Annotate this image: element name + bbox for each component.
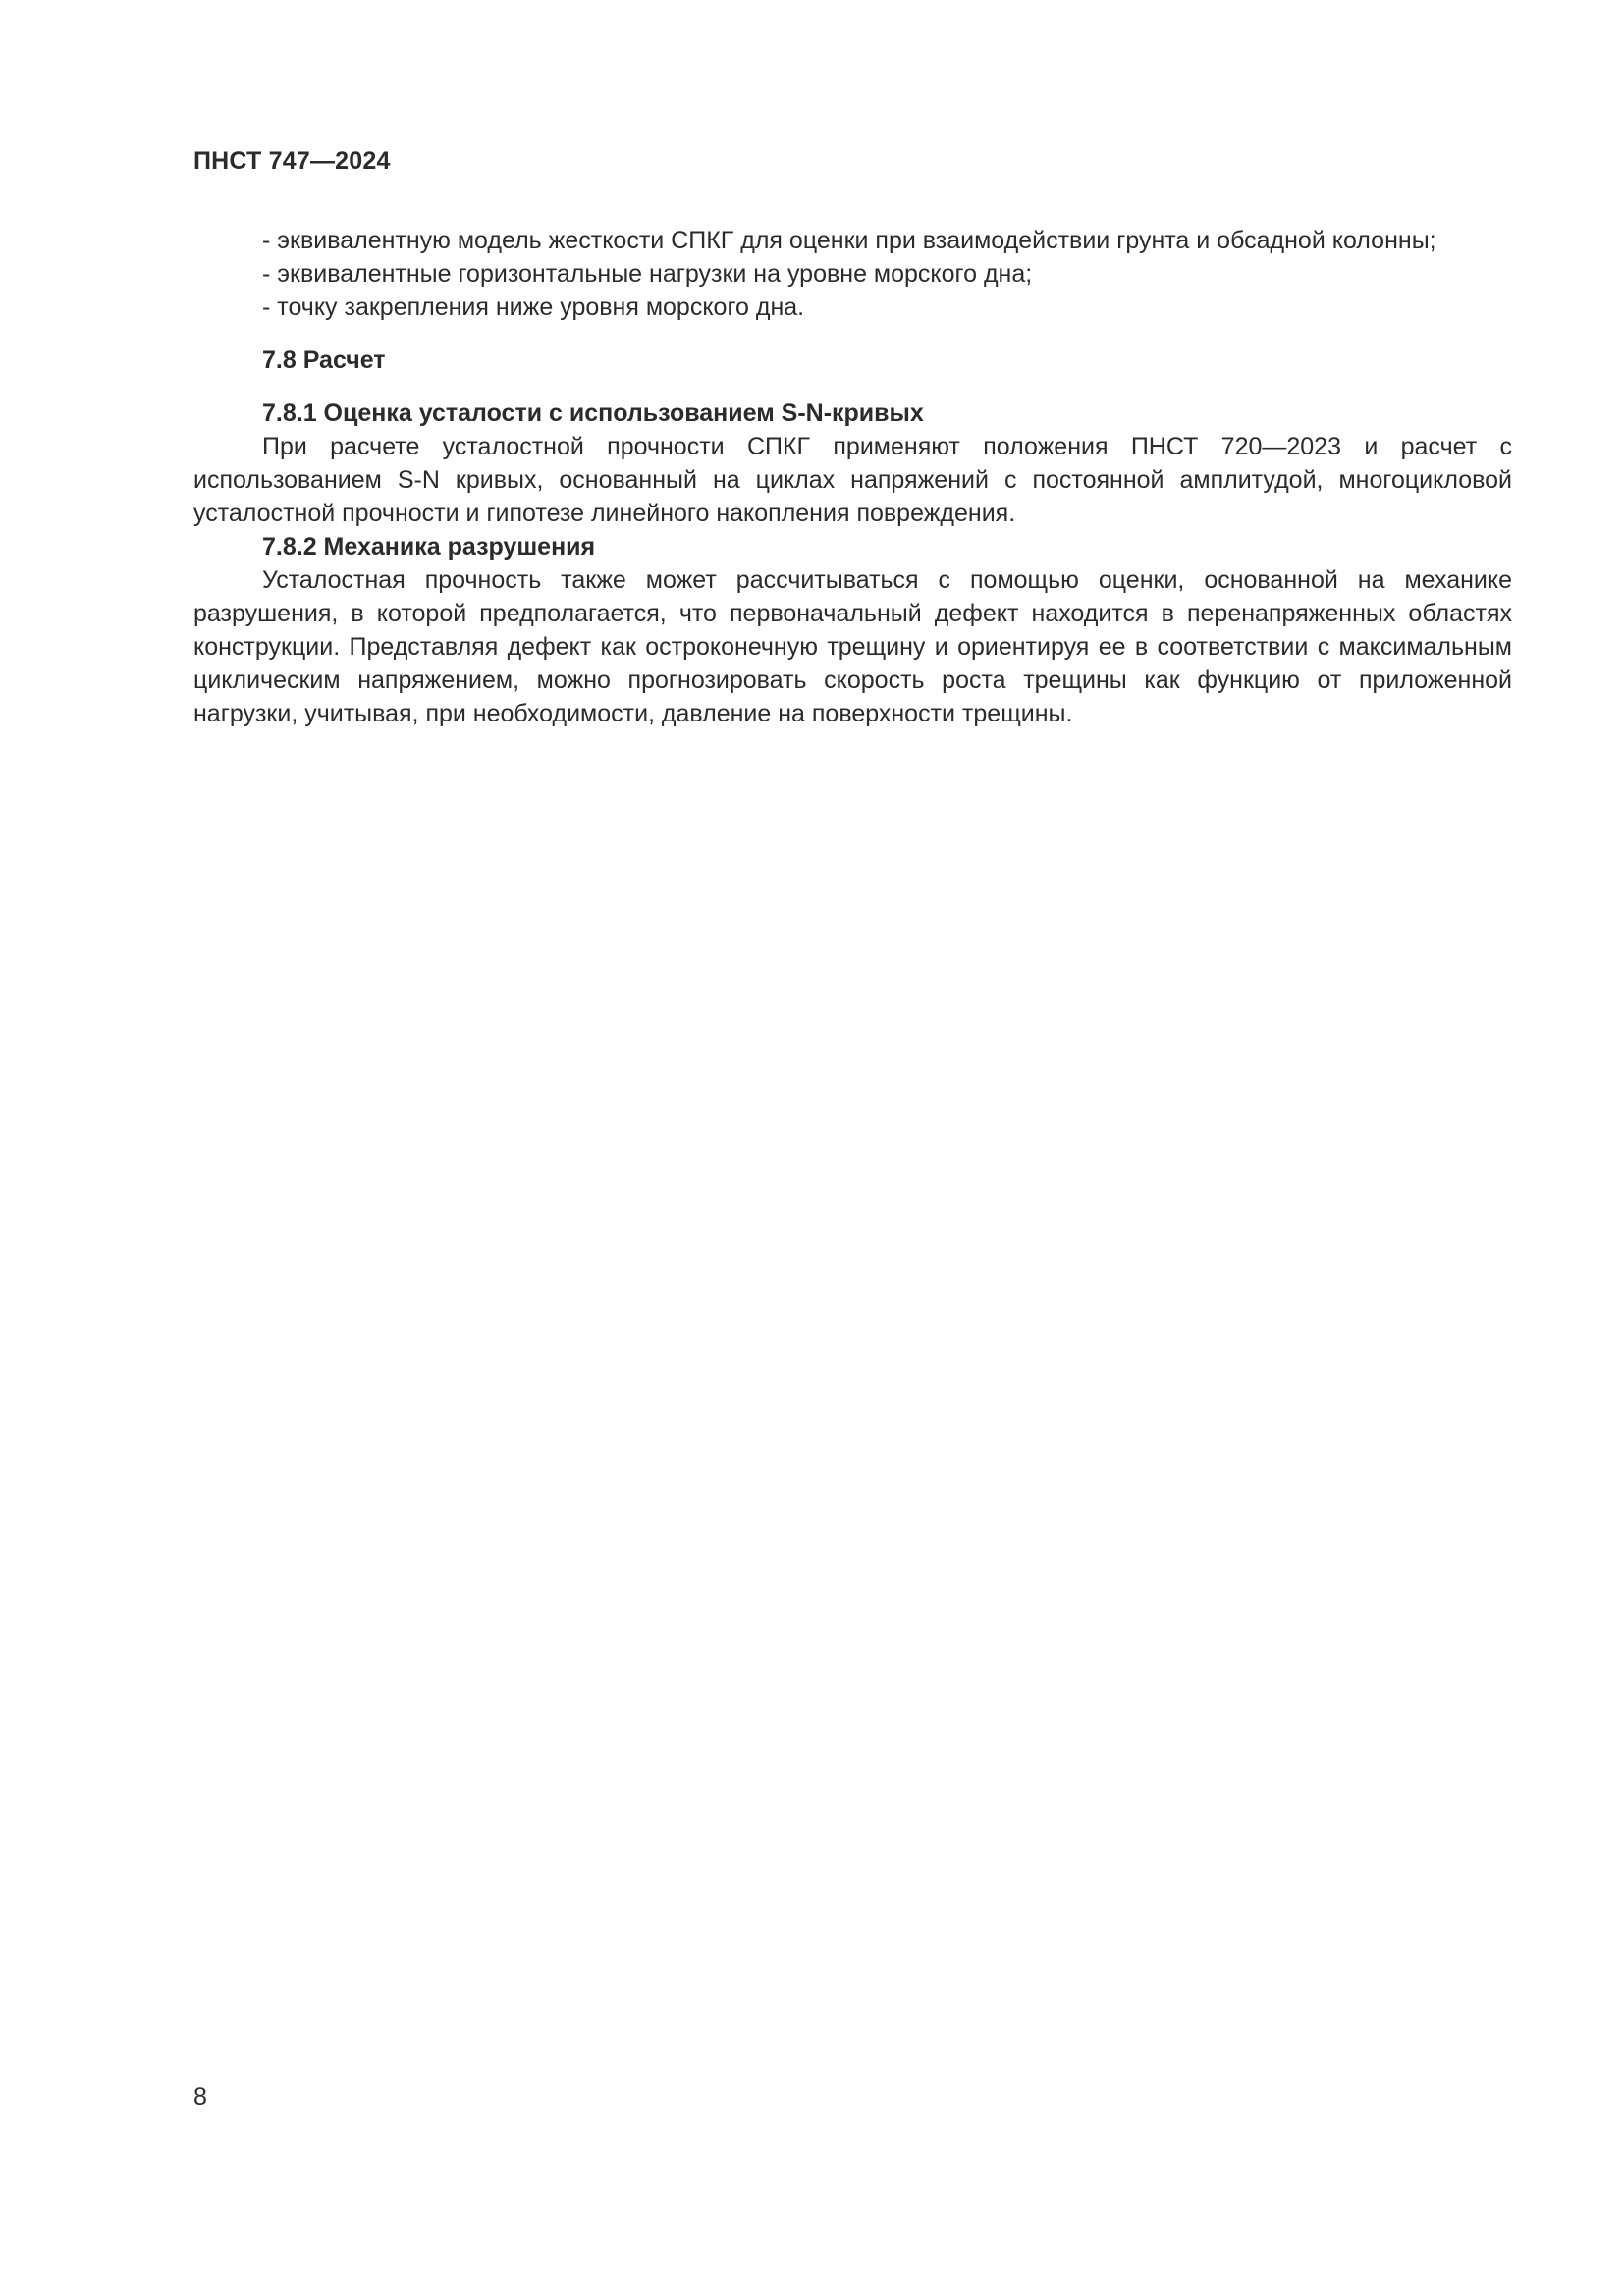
document-body [193, 224, 1512, 730]
section-heading-7-8-2: 7.8.2 Механика разрушения [262, 533, 596, 561]
section-text-7-8-2: Усталостная прочность также может рассчитываться с помощью оценки, основанной на механике разрушения, в которой предполагается, что первоначальный дефект находится в перенапряженных областях конструкции. Представляя дефект как остроконечную трещину и ориентируя ее в соответствии с максимальным циклическим напряжением, можно прогнозировать скорость роста трещины как функцию от приложенной нагрузки, учитывая, при необходимости, давление на поверхности трещины. [193, 566, 1512, 727]
section-heading-7-8-1: 7.8.1 Оценка усталости с использованием S-N-кривых [262, 400, 924, 427]
page-number: 8 [193, 2083, 207, 2110]
list-item-anchor-point: - точку закрепления ниже уровня морского дна. [262, 294, 805, 321]
list-item-stiffness-model: - эквивалентную модель жесткости СПКГ для оценки при взаимодействии грунта и обсадной колонны; [262, 227, 1436, 254]
section-heading-7-8: 7.8 Расчет [262, 347, 386, 374]
section-text-7-8-1: При расчете усталостной прочности СПКГ применяют положения ПНСТ 720—2023 и расчет с использованием S-N кривых, основанный на циклах напряжений с постоянной амплитудой, многоцикловой усталостной прочности и гипотезе линейного накопления повреждения. [193, 433, 1512, 527]
document-id-header: ПНСТ 747—2024 [193, 147, 391, 175]
list-item-horizontal-loads: - эквивалентные горизонтальные нагрузки на уровне морского дна; [262, 260, 1033, 288]
